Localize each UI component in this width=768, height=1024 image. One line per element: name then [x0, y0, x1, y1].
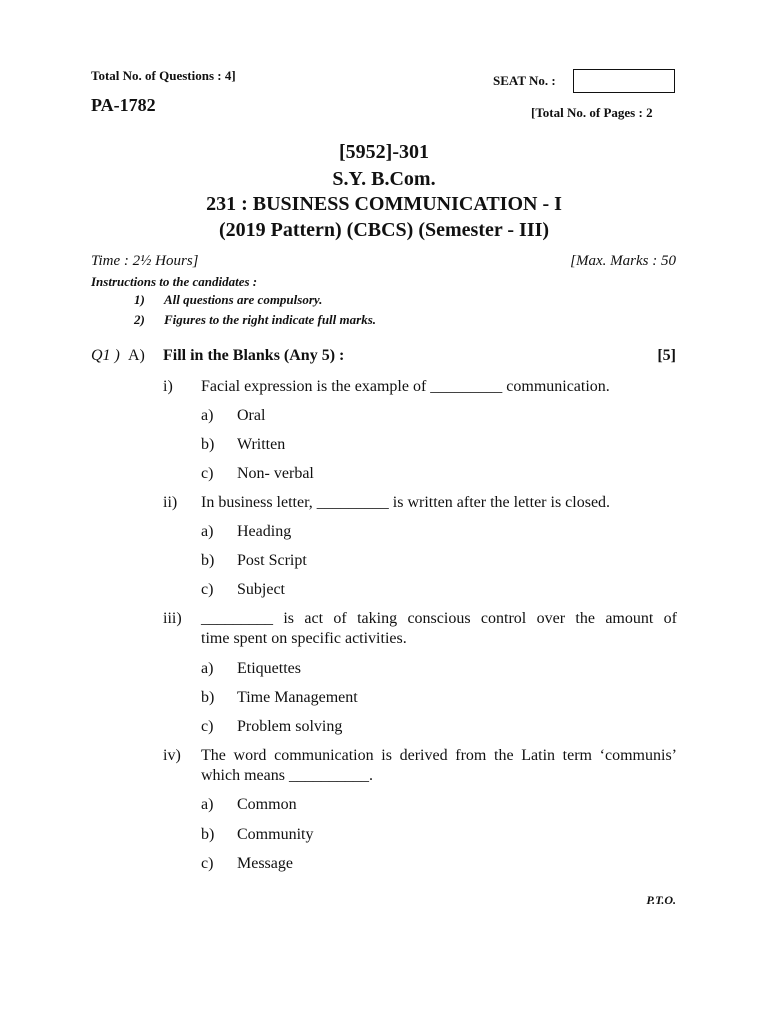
exam-code: [5952]-301	[339, 141, 429, 163]
option-text: Etiquettes	[237, 660, 301, 677]
item-text: _________ is act of taking conscious control over the amount of	[201, 610, 677, 627]
option-text: Time Management	[237, 689, 358, 706]
option-letter: c)	[201, 465, 214, 482]
option-letter: b)	[201, 552, 215, 569]
option-text: Community	[237, 826, 314, 843]
total-questions: Total No. of Questions : 4]	[91, 68, 236, 83]
question-marks: [5]	[657, 347, 676, 364]
question-label: Q1 )	[91, 347, 120, 364]
paper-code: PA-1782	[91, 95, 156, 115]
option-letter: b)	[201, 436, 215, 453]
option-letter: c)	[201, 855, 214, 872]
course-title: S.Y. B.Com.	[332, 168, 436, 190]
item-text: The word communication is derived from the Latin term ‘communis’	[201, 747, 677, 764]
option-letter: c)	[201, 718, 214, 735]
instructions-heading: Instructions to the candidates :	[91, 274, 258, 289]
item-text: Facial expression is the example of _________ communication.	[201, 378, 610, 395]
total-pages: [Total No. of Pages : 2	[531, 105, 653, 120]
option-letter: a)	[201, 407, 214, 424]
item-number: iii)	[163, 610, 182, 627]
item-number: ii)	[163, 494, 178, 511]
option-letter: b)	[201, 689, 215, 706]
instruction-num-1: 1)	[134, 292, 145, 307]
option-letter: a)	[201, 796, 214, 813]
pto-note: P.T.O.	[646, 893, 676, 907]
item-number: iv)	[163, 747, 181, 764]
question-heading: Fill in the Blanks (Any 5) :	[163, 347, 345, 364]
instruction-num-2: 2)	[134, 312, 145, 327]
option-letter: c)	[201, 581, 214, 598]
option-text: Message	[237, 855, 293, 872]
option-text: Written	[237, 436, 286, 453]
option-text: Post Script	[237, 552, 307, 569]
max-marks: [Max. Marks : 50	[570, 253, 676, 269]
option-text: Problem solving	[237, 718, 343, 735]
time-allowed: Time : 2½ Hours]	[91, 253, 199, 269]
option-text: Subject	[237, 581, 285, 598]
option-letter: b)	[201, 826, 215, 843]
item-number: i)	[163, 378, 173, 395]
pattern-title: (2019 Pattern) (CBCS) (Semester - III)	[218, 219, 550, 241]
option-text: Heading	[237, 523, 292, 540]
option-letter: a)	[201, 523, 214, 540]
instruction-text-2: Figures to the right indicate full marks.	[164, 312, 377, 327]
item-text-continued: which means __________.	[201, 767, 373, 784]
option-text: Non- verbal	[237, 465, 314, 482]
option-text: Common	[237, 796, 297, 813]
question-part: A)	[128, 347, 145, 364]
seat-number-box	[573, 69, 675, 93]
option-text: Oral	[237, 407, 266, 424]
option-letter: a)	[201, 660, 214, 677]
subject-title: 231 : BUSINESS COMMUNICATION - I	[206, 193, 562, 215]
item-text-continued: time spent on specific activities.	[201, 630, 407, 647]
item-text: In business letter, _________ is written after the letter is closed.	[201, 494, 611, 511]
instruction-text-1: All questions are compulsory.	[164, 292, 323, 307]
seat-label: SEAT No. :	[493, 73, 556, 88]
